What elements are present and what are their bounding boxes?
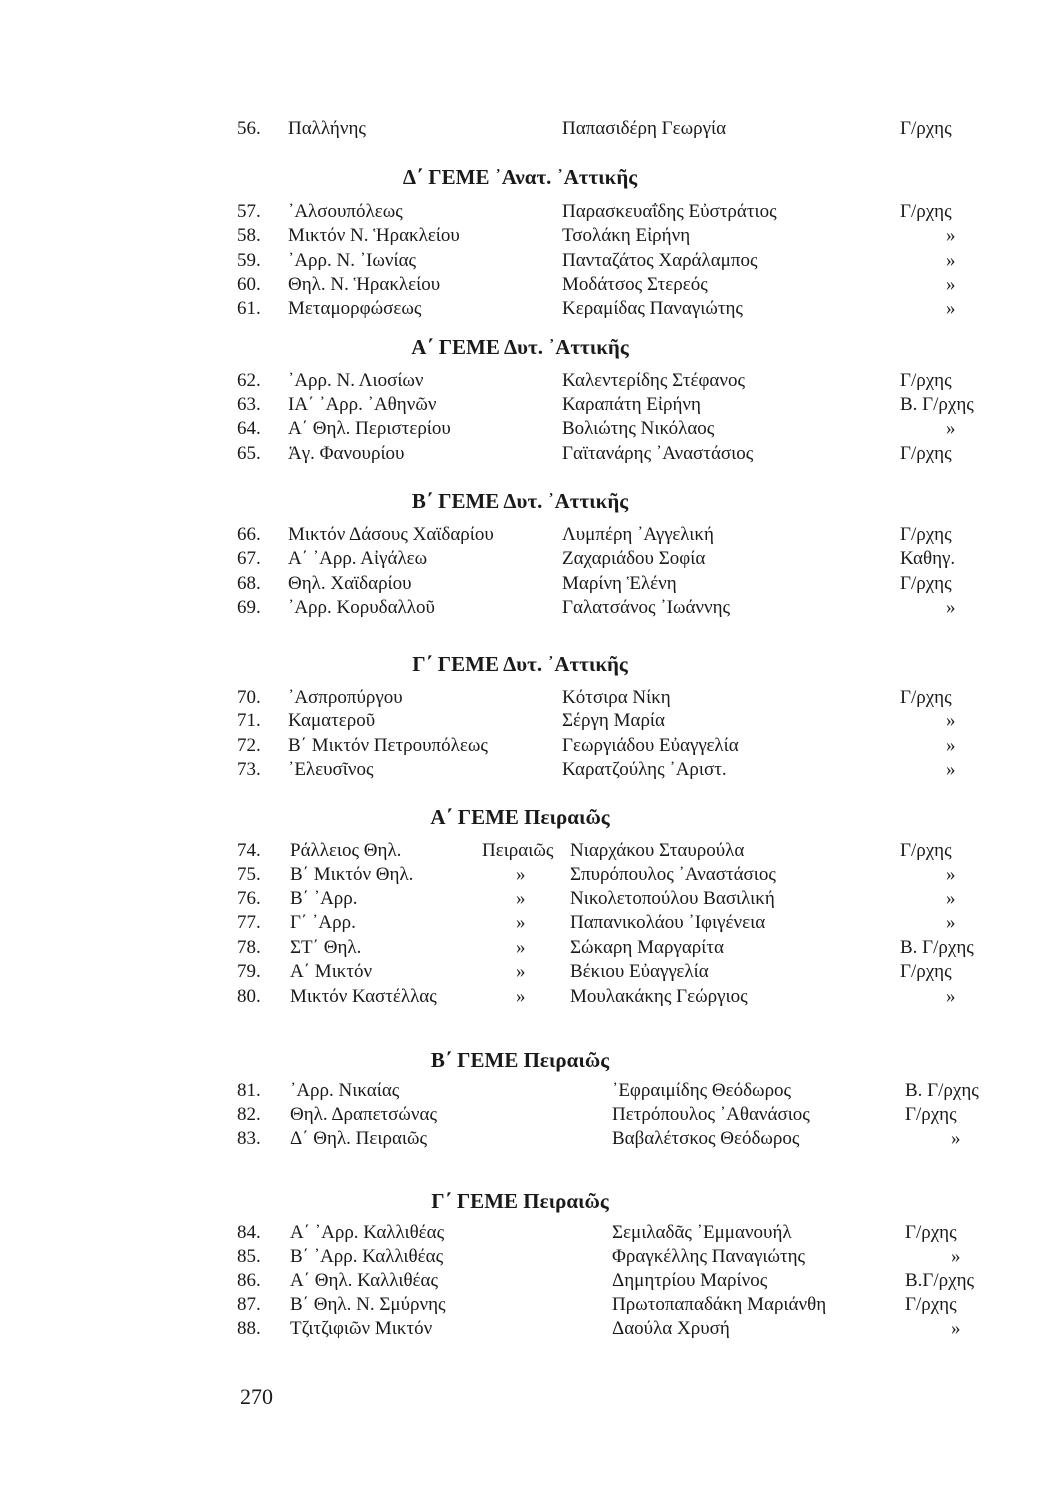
school-name: Α΄ ᾿Αρρ. Καλλιθέας xyxy=(290,1222,445,1243)
row-number: 75. xyxy=(237,864,261,885)
school-name: Β΄ Μικτόν Πετρουπόλεως xyxy=(288,735,488,756)
role-title: » xyxy=(951,1246,961,1267)
role-title: Γ/ρχης xyxy=(900,961,952,982)
city-name: Πειραιῶς xyxy=(482,840,554,861)
person-name: Ζαχαριάδου Σοφία xyxy=(562,548,706,569)
row-number: 62. xyxy=(237,370,261,391)
role-title: Γ/ρχης xyxy=(900,573,952,594)
row-number: 86. xyxy=(237,1270,261,1291)
section-heading: Γ΄ ΓΕΜΕ Πειραιῶς xyxy=(431,1189,609,1213)
person-name: Μοδάτσος Στερεός xyxy=(562,274,708,295)
role-title: » xyxy=(946,864,956,885)
person-name: Καρατζούλης ᾿Αριστ. xyxy=(562,759,727,780)
role-title: Β. Γ/ρχης xyxy=(905,1080,979,1101)
person-name: Τσολάκη Εἰρήνη xyxy=(562,225,691,246)
role-title: » xyxy=(946,986,956,1007)
person-name: Λυμπέρη ᾿Αγγελική xyxy=(562,524,714,545)
school-name: Μικτόν Ν. Ἡρακλείου xyxy=(288,225,460,246)
school-name: Α΄ Μικτόν xyxy=(290,961,373,982)
person-name: Κότσιρα Νίκη xyxy=(562,687,671,708)
city-name: » xyxy=(516,961,526,982)
person-name: Παπασιδέρη Γεωργία xyxy=(562,118,727,139)
role-title: Γ/ρχης xyxy=(905,1104,957,1125)
person-name: Σέργη Μαρία xyxy=(562,710,665,731)
person-name: Πρωτοπαπαδάκη Μαριάνθη xyxy=(612,1294,827,1315)
school-name: Β΄ ᾿Αρρ. Καλλιθέας xyxy=(290,1246,444,1267)
row-number: 74. xyxy=(237,840,261,861)
row-number: 69. xyxy=(237,597,261,618)
row-number: 64. xyxy=(237,418,261,439)
row-number: 61. xyxy=(237,298,261,319)
role-title: Γ/ρχης xyxy=(900,687,952,708)
city-name: » xyxy=(516,864,526,885)
role-title: Γ/ρχης xyxy=(905,1294,957,1315)
role-title: » xyxy=(946,418,956,439)
row-number: 67. xyxy=(237,548,261,569)
row-number: 73. xyxy=(237,759,261,780)
role-title: Β. Γ/ρχης xyxy=(900,394,974,415)
person-name: Καλεντερίδης Στέφανος xyxy=(562,370,745,391)
row-number: 68. xyxy=(237,573,261,594)
row-number: 87. xyxy=(237,1294,261,1315)
person-name: Καραπάτη Εἰρήνη xyxy=(562,394,701,415)
page-number: 270 xyxy=(240,1384,273,1409)
school-name: Α΄ Θηλ. Καλλιθέας xyxy=(290,1270,439,1291)
role-title: Γ/ρχης xyxy=(900,201,952,222)
row-number: 80. xyxy=(237,986,261,1007)
school-name: Μικτόν Δάσους Χαϊδαρίου xyxy=(288,524,494,545)
school-name: Θηλ. Ν. Ἡρακλείου xyxy=(288,274,441,295)
section-heading: Δ΄ ΓΕΜΕ ᾿Ανατ. ᾿Αττικῆς xyxy=(402,165,638,189)
role-title: Γ/ρχης xyxy=(900,443,952,464)
school-name: Θηλ. Δραπετσώνας xyxy=(290,1104,437,1125)
person-name: Γαλατσάνος ᾿Ιωάννης xyxy=(562,597,731,618)
role-title: » xyxy=(946,250,956,271)
school-name: Α΄ Θηλ. Περιστερίου xyxy=(288,418,451,439)
section-heading: Β΄ ΓΕΜΕ Δυτ. ᾿Αττικῆς xyxy=(411,489,629,513)
school-name: Ἁγ. Φανουρίου xyxy=(288,443,405,464)
row-number: 81. xyxy=(237,1080,261,1101)
person-name: Κεραμίδας Παναγιώτης xyxy=(562,298,743,319)
person-name: Νιαρχάκου Σταυρούλα xyxy=(570,840,745,861)
section-heading: Γ΄ ΓΕΜΕ Δυτ. ᾿Αττικῆς xyxy=(412,652,628,676)
row-number: 66. xyxy=(237,524,261,545)
row-number: 71. xyxy=(237,710,261,731)
school-name: Θηλ. Χαϊδαρίου xyxy=(288,573,412,594)
row-number: 70. xyxy=(237,687,261,708)
school-name: Β΄ Θηλ. Ν. Σμύρνης xyxy=(290,1294,446,1315)
person-name: ᾿Εφραιμίδης Θεόδωρος xyxy=(612,1080,792,1101)
person-name: Δημητρίου Μαρίνος xyxy=(612,1270,768,1291)
person-name: Σπυρόπουλος ᾿Αναστάσιος xyxy=(570,864,776,885)
section-heading: Α΄ ΓΕΜΕ Πειραιῶς xyxy=(430,805,610,829)
row-number: 65. xyxy=(237,443,261,464)
row-number: 84. xyxy=(237,1222,261,1243)
person-name: Βέκιου Εὐαγγελία xyxy=(570,961,709,982)
section-heading: Β΄ ΓΕΜΕ Πειραιῶς xyxy=(430,1048,610,1072)
city-name: » xyxy=(516,912,526,933)
role-title: » xyxy=(946,710,956,731)
school-name: Γ΄ ᾿Αρρ. xyxy=(290,912,356,933)
role-title: » xyxy=(946,888,956,909)
row-number: 60. xyxy=(237,274,261,295)
row-number: 76. xyxy=(237,888,261,909)
role-title: Γ/ρχης xyxy=(900,840,952,861)
school-name: Δ΄ Θηλ. Πειραιῶς xyxy=(290,1128,428,1149)
school-name: Β΄ Μικτόν Θηλ. xyxy=(290,864,414,885)
role-title: » xyxy=(946,597,956,618)
row-number: 83. xyxy=(237,1128,261,1149)
school-name: ᾿Αλσουπόλεως xyxy=(288,201,403,222)
school-name: Α΄ ᾿Αρρ. Αἰγάλεω xyxy=(288,548,428,569)
role-title: Καθηγ. xyxy=(900,548,956,569)
role-title: Γ/ρχης xyxy=(905,1222,957,1243)
school-name: Β΄ ᾿Αρρ. xyxy=(290,888,358,909)
role-title: Γ/ρχης xyxy=(900,370,952,391)
person-name: Μουλακάκης Γεώργιος xyxy=(570,986,748,1007)
person-name: Γαϊτανάρης ᾿Αναστάσιος xyxy=(562,443,754,464)
row-number: 63. xyxy=(237,394,261,415)
school-name: Μικτόν Καστέλλας xyxy=(290,986,437,1007)
row-number: 77. xyxy=(237,912,261,933)
person-name: Γεωργιάδου Εὐαγγελία xyxy=(562,735,739,756)
city-name: » xyxy=(516,937,526,958)
role-title: » xyxy=(946,912,956,933)
city-name: » xyxy=(516,888,526,909)
row-number: 79. xyxy=(237,961,261,982)
school-name: ᾿Αρρ. Ν. ᾿Ιωνίας xyxy=(288,250,417,271)
row-number: 56. xyxy=(237,118,261,139)
person-name: Νικολετοπούλου Βασιλική xyxy=(570,888,775,909)
person-name: Σώκαρη Μαργαρίτα xyxy=(570,937,724,958)
person-name: Πετρόπουλος ᾿Αθανάσιος xyxy=(612,1104,810,1125)
person-name: Βαβαλέτσκος Θεόδωρος xyxy=(612,1128,800,1149)
person-name: Βολιώτης Νικόλαος xyxy=(562,418,715,439)
school-name: ᾿Αρρ. Νικαίας xyxy=(290,1080,400,1101)
role-title: Γ/ρχης xyxy=(900,524,952,545)
role-title: Β. Γ/ρχης xyxy=(900,937,974,958)
person-name: Σεμιλαδᾶς ᾿Εμμανουήλ xyxy=(612,1222,792,1243)
school-name: ᾿Αρρ. Ν. Λιοσίων xyxy=(288,370,424,391)
row-number: 72. xyxy=(237,735,261,756)
role-title: » xyxy=(946,759,956,780)
role-title: » xyxy=(946,735,956,756)
school-name: ᾿Αρρ. Κορυδαλλοῦ xyxy=(288,597,435,618)
school-name: Ράλλειος Θηλ. xyxy=(290,840,402,861)
person-name: Παπανικολάου ᾿Ιφιγένεια xyxy=(570,912,766,933)
role-title: » xyxy=(951,1128,961,1149)
role-title: » xyxy=(946,274,956,295)
person-name: Δαούλα Χρυσή xyxy=(612,1318,730,1339)
school-name: ᾿Ελευσῖνος xyxy=(288,759,374,780)
row-number: 78. xyxy=(237,937,261,958)
school-name: Παλλήνης xyxy=(288,118,366,139)
city-name: » xyxy=(516,986,526,1007)
row-number: 85. xyxy=(237,1246,261,1267)
person-name: Πανταζάτος Χαράλαμπος xyxy=(562,250,758,271)
role-title: » xyxy=(946,225,956,246)
section-heading: Α΄ ΓΕΜΕ Δυτ. ᾿Αττικῆς xyxy=(411,335,629,359)
row-number: 82. xyxy=(237,1104,261,1125)
row-number: 58. xyxy=(237,225,261,246)
person-name: Μαρίνη Ἑλένη xyxy=(562,573,677,594)
row-number: 57. xyxy=(237,201,261,222)
person-name: Παρασκευαΐδης Εὐστράτιος xyxy=(562,201,777,222)
school-name: Τζιτζιφιῶν Μικτόν xyxy=(290,1318,433,1339)
row-number: 59. xyxy=(237,250,261,271)
school-name: Μεταμορφώσεως xyxy=(288,298,422,319)
school-name: Καματεροῦ xyxy=(288,710,376,731)
school-name: ᾿Ασπροπύργου xyxy=(288,687,403,708)
person-name: Φραγκέλλης Παναγιώτης xyxy=(612,1246,806,1267)
role-title: » xyxy=(946,298,956,319)
school-name: ΙΑ΄ ᾿Αρρ. ᾿Αθηνῶν xyxy=(288,394,437,415)
row-number: 88. xyxy=(237,1318,261,1339)
role-title: Γ/ρχης xyxy=(900,118,952,139)
role-title: » xyxy=(951,1318,961,1339)
role-title: Β.Γ/ρχης xyxy=(905,1270,975,1291)
school-name: ΣΤ΄ Θηλ. xyxy=(290,937,362,958)
